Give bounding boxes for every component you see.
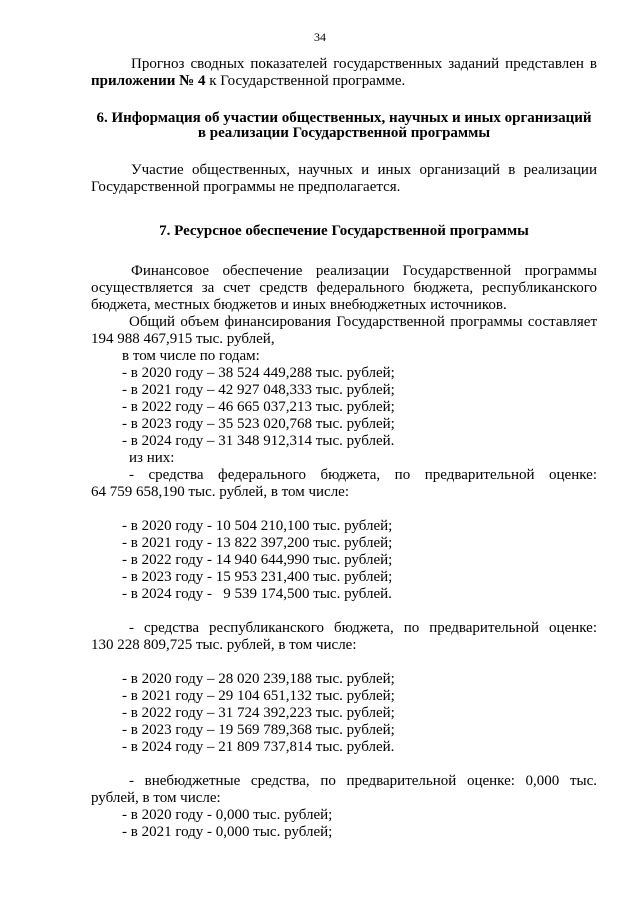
list-item: - в 2023 году - 15 953 231,400 тыс. рублей; bbox=[122, 569, 393, 585]
paragraph-line: осуществляется за счет средств федерального бюджета, республиканского bbox=[91, 280, 597, 296]
extra-years-list bbox=[91, 807, 597, 841]
paragraph-line: 130 228 809,725 тыс. рублей, в том числе: bbox=[91, 637, 357, 653]
paragraph-line: Государственной программы не предполагается. bbox=[91, 179, 401, 195]
list-item: - в 2021 году – 29 104 651,132 тыс. рублей; bbox=[122, 688, 395, 704]
paragraph-line: бюджета, местных бюджетов и иных внебюджетных источников. bbox=[91, 297, 507, 313]
total-years-list bbox=[91, 365, 597, 450]
appendix-reference: приложении № 4 bbox=[91, 73, 206, 89]
paragraph: Прогноз сводных показателей государственных заданий представлен в bbox=[131, 56, 597, 72]
list-label: в том числе по годам: bbox=[122, 348, 260, 364]
paragraph: Участие общественных, научных и иных организаций в реализации bbox=[131, 162, 597, 178]
list-item: - в 2021 году – 42 927 048,333 тыс. рублей; bbox=[122, 382, 395, 398]
list-item: - в 2024 году – 31 348 912,314 тыс. рублей. bbox=[122, 433, 395, 449]
page-number: 34 bbox=[314, 30, 326, 44]
federal-years-list bbox=[91, 518, 597, 603]
paragraph-line: рублей, в том числе: bbox=[91, 790, 221, 806]
paragraph-line: 64 759 658,190 тыс. рублей, в том числе: bbox=[91, 484, 350, 500]
paragraph-line bbox=[91, 73, 597, 90]
republic-years-list bbox=[91, 671, 597, 756]
paragraph: - внебюджетные средства, по предварительной оценке: 0,000 тыс. bbox=[129, 773, 597, 789]
list-item: - в 2022 году - 14 940 644,990 тыс. рублей; bbox=[122, 552, 393, 568]
paragraph: - средства федерального бюджета, по предварительной оценке: bbox=[129, 467, 597, 483]
list-item: - в 2020 году - 0,000 тыс. рублей; bbox=[122, 807, 333, 823]
paragraph-text: к Государственной программе. bbox=[205, 73, 406, 89]
section-heading: 7. Ресурсное обеспечение Государственной программы bbox=[159, 223, 529, 239]
list-label: из них: bbox=[129, 450, 175, 466]
list-item: - в 2020 году - 10 504 210,100 тыс. рублей; bbox=[122, 518, 393, 534]
total-amount: 194 988 467,915 тыс. рублей, bbox=[91, 331, 275, 347]
section-heading-line: в реализации Государственной программы bbox=[197, 125, 491, 141]
paragraph: Общий объем финансирования Государственной программы составляет bbox=[129, 314, 597, 330]
list-item: - в 2020 году – 38 524 449,288 тыс. рублей; bbox=[122, 365, 395, 381]
list-item: - в 2020 году – 28 020 239,188 тыс. рублей; bbox=[122, 671, 395, 687]
section-heading: 6. Информация об участии общественных, научных и иных организаций bbox=[96, 110, 592, 126]
paragraph: - средства республиканского бюджета, по предварительной оценке: bbox=[129, 620, 597, 636]
list-item: - в 2024 году – 21 809 737,814 тыс. рублей. bbox=[122, 739, 395, 755]
list-item: - в 2021 году - 13 822 397,200 тыс. рублей; bbox=[122, 535, 393, 551]
list-item: - в 2024 году - 9 539 174,500 тыс. рублей. bbox=[122, 586, 392, 602]
list-item: - в 2021 году - 0,000 тыс. рублей; bbox=[122, 824, 333, 840]
page-content bbox=[91, 56, 597, 841]
list-item: - в 2022 году – 31 724 392,223 тыс. рублей; bbox=[122, 705, 395, 721]
list-item: - в 2023 году – 35 523 020,768 тыс. рублей; bbox=[122, 416, 395, 432]
list-item: - в 2023 году – 19 569 789,368 тыс. рублей; bbox=[122, 722, 395, 738]
list-item: - в 2022 году – 46 665 037,213 тыс. рублей; bbox=[122, 399, 395, 415]
paragraph: Финансовое обеспечение реализации Государственной программы bbox=[131, 263, 597, 279]
